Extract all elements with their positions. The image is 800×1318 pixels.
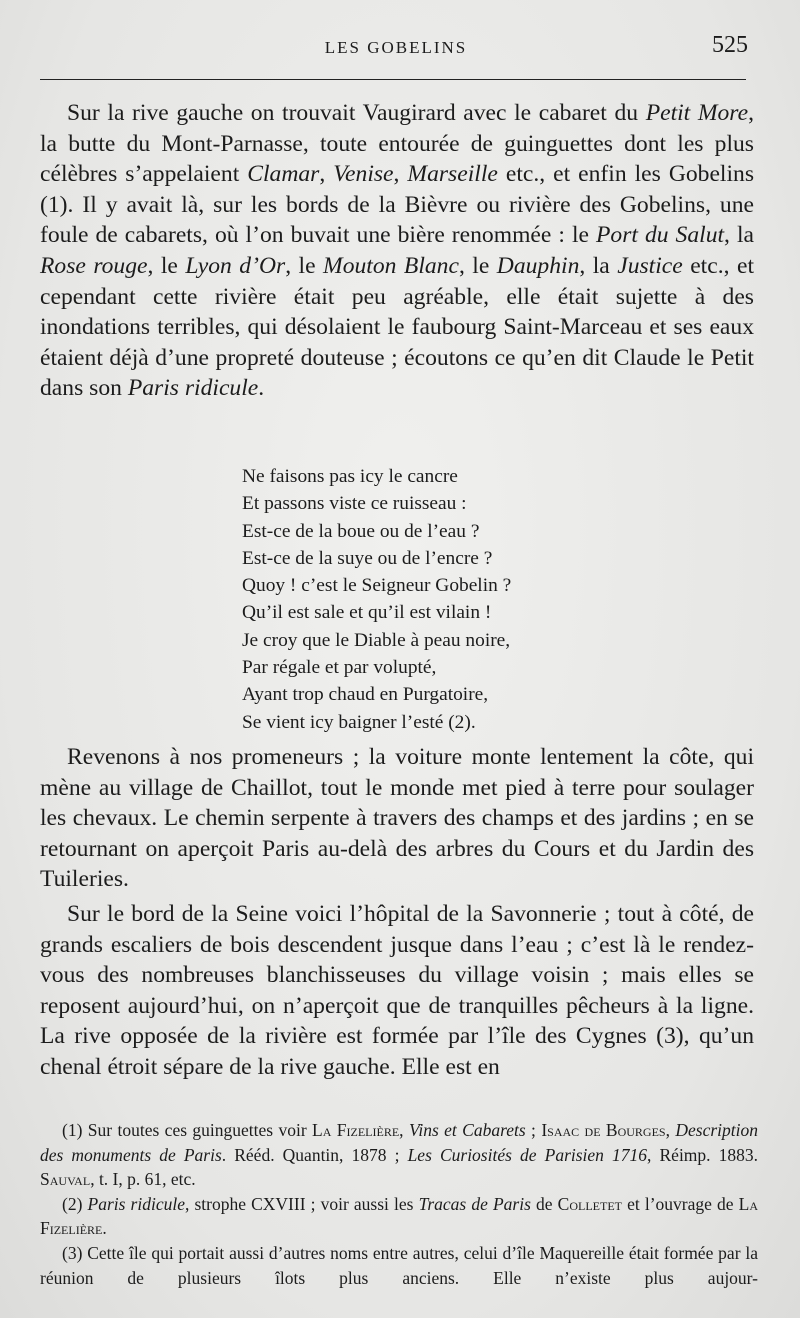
text-run: , bbox=[399, 1120, 409, 1140]
paragraph-2: Revenons à nos promeneurs ; la voiture monte lentement la côte, qui mène au village de Chaillot, tout le monde met pied à terre pour soulager les chevaux. Le chemin serpente à travers des champs et des jardins ; en se retournant on aperçoit Paris au-delà des arbres du Cours et du Jardin des Tuileries. bbox=[40, 744, 754, 893]
text-run: . bbox=[258, 375, 265, 402]
italic-run: Lyon d’Or bbox=[185, 252, 286, 279]
text-run: , la butte du Mont-Parnasse, toute entourée de guinguettes dont les plus célèbres s’appelaient bbox=[40, 100, 754, 188]
italic-run: Port du Salut bbox=[595, 222, 725, 249]
text-run: (1) Sur toutes ces guinguettes voir bbox=[62, 1120, 313, 1140]
text-run: , le bbox=[458, 252, 497, 279]
page-header bbox=[40, 30, 752, 70]
text-run: , t. I, p. 61, etc. bbox=[90, 1169, 196, 1190]
italic-run: Marseille bbox=[407, 161, 498, 188]
italic-run: Paris ridicule bbox=[127, 375, 259, 402]
italic-run: Venise bbox=[333, 161, 394, 188]
text-run: , strophe CXVIII ; voir aussi les bbox=[184, 1193, 419, 1214]
text-run: , le bbox=[285, 252, 324, 279]
poem-line: Et passons viste ce ruisseau : bbox=[242, 493, 467, 515]
italic-run: Justice bbox=[617, 252, 683, 279]
text-run: , bbox=[393, 161, 408, 188]
book-title: Description des monuments de Paris bbox=[40, 1120, 758, 1165]
italic-run: Rose rouge bbox=[40, 252, 148, 279]
header-rule bbox=[40, 79, 746, 80]
poem-line: Ayant trop chaud en Purgatoire, bbox=[242, 684, 489, 706]
text-run: , le bbox=[147, 252, 186, 279]
text-run: etc., et cependant cette rivière était peu agréable, elle était sujette à des inondations terribles, qui désolaient le faubourg Saint-Marceau et ses eaux étaient déjà d’une propreté douteuse ; écoutons ce qu’en dit Claude le Petit dans son bbox=[40, 252, 754, 402]
text-run: . bbox=[102, 1218, 107, 1239]
poem-line: Je croy que le Diable à peau noire, bbox=[242, 629, 511, 651]
italic-run: Clamar bbox=[247, 161, 320, 188]
body-section-top bbox=[40, 98, 754, 404]
footnotes bbox=[40, 1118, 758, 1290]
running-title: LES GOBELINS bbox=[324, 38, 468, 57]
text-run: , Réimp. 1883. bbox=[647, 1144, 759, 1165]
book-title: Tracas de Paris bbox=[418, 1193, 531, 1214]
text-run: (2) bbox=[62, 1193, 88, 1214]
paragraph-1 bbox=[40, 98, 754, 404]
book-title: Vins et Cabarets bbox=[408, 1120, 526, 1140]
page-number: 525 bbox=[712, 32, 748, 58]
italic-run: Dauphin bbox=[496, 252, 580, 279]
poem-line: Quoy ! c’est le Seigneur Gobelin ? bbox=[242, 575, 512, 597]
text-run: Sur la rive gauche on trouvait Vaugirard avec le cabaret du bbox=[67, 100, 646, 126]
text-run: , bbox=[319, 161, 334, 188]
footnote-2 bbox=[40, 1192, 758, 1241]
poem-line: Qu’il est sale et qu’il est vilain ! bbox=[242, 602, 492, 624]
poem-line: Se vient icy baigner l’esté (2). bbox=[242, 711, 476, 733]
italic-run: Petit More bbox=[645, 100, 749, 126]
author-name: La Fizelière bbox=[312, 1120, 400, 1140]
text-run: . Rééd. Quantin, 1878 ; bbox=[221, 1144, 408, 1165]
poem-line: Ne faisons pas icy le cancre bbox=[242, 466, 458, 487]
paragraph-3: Sur le bord de la Seine voici l’hôpital de la Savonnerie ; tout à côté, de grands escaliers de bois descendent jusque dans l’eau ; c’est là le rendez-vous des nombreuses blanchisseuses du village voisin ; mais elles se reposent aujourd’hui, on n’aperçoit que de tranquilles pêcheurs à la ligne. La rive opposée de la rivière est formée par l’île des Cygnes (3), qu’un chenal étroit sépare de la rive gauche. Elle est en bbox=[40, 900, 754, 1080]
text-run: , bbox=[665, 1120, 676, 1140]
book-title: Les Curiosités de Parisien 1716 bbox=[407, 1144, 648, 1165]
author-name: Colletet bbox=[557, 1193, 622, 1214]
poem-line: Par régale et par volupté, bbox=[242, 657, 437, 679]
text-run: , la bbox=[579, 252, 618, 279]
text-run: ; bbox=[525, 1120, 542, 1140]
footnote-1 bbox=[40, 1118, 758, 1192]
poem-line: Est-ce de la boue ou de l’eau ? bbox=[242, 520, 480, 542]
text-run: , la bbox=[724, 222, 754, 249]
italic-run: Mouton Blanc bbox=[323, 252, 459, 279]
text-run: et l’ouvrage de bbox=[621, 1193, 739, 1214]
author-name: La Fizelière bbox=[40, 1193, 758, 1239]
book-title: Paris ridicule bbox=[87, 1193, 185, 1214]
body-section-bottom bbox=[40, 742, 754, 1083]
author-name: Isaac de Bourges bbox=[541, 1120, 666, 1140]
text-run: de bbox=[530, 1193, 558, 1214]
text-run: etc., et enfin les Gobelins (1). Il y avait là, sur les bords de la Bièvre ou rivière des Gobelins, une foule de cabarets, où l’on buvait une bière renommée : le bbox=[40, 161, 755, 249]
poem-line: Est-ce de la suye ou de l’encre ? bbox=[242, 547, 493, 569]
footnote-3: (3) Cette île qui portait aussi d’autres noms entre autres, celui d’île Maquereille était formée par la réunion de plusieurs îlots plus anciens. Elle n’existe plus aujour- bbox=[40, 1242, 758, 1288]
poem-quote bbox=[242, 463, 511, 736]
author-name: Sauval bbox=[40, 1169, 91, 1190]
